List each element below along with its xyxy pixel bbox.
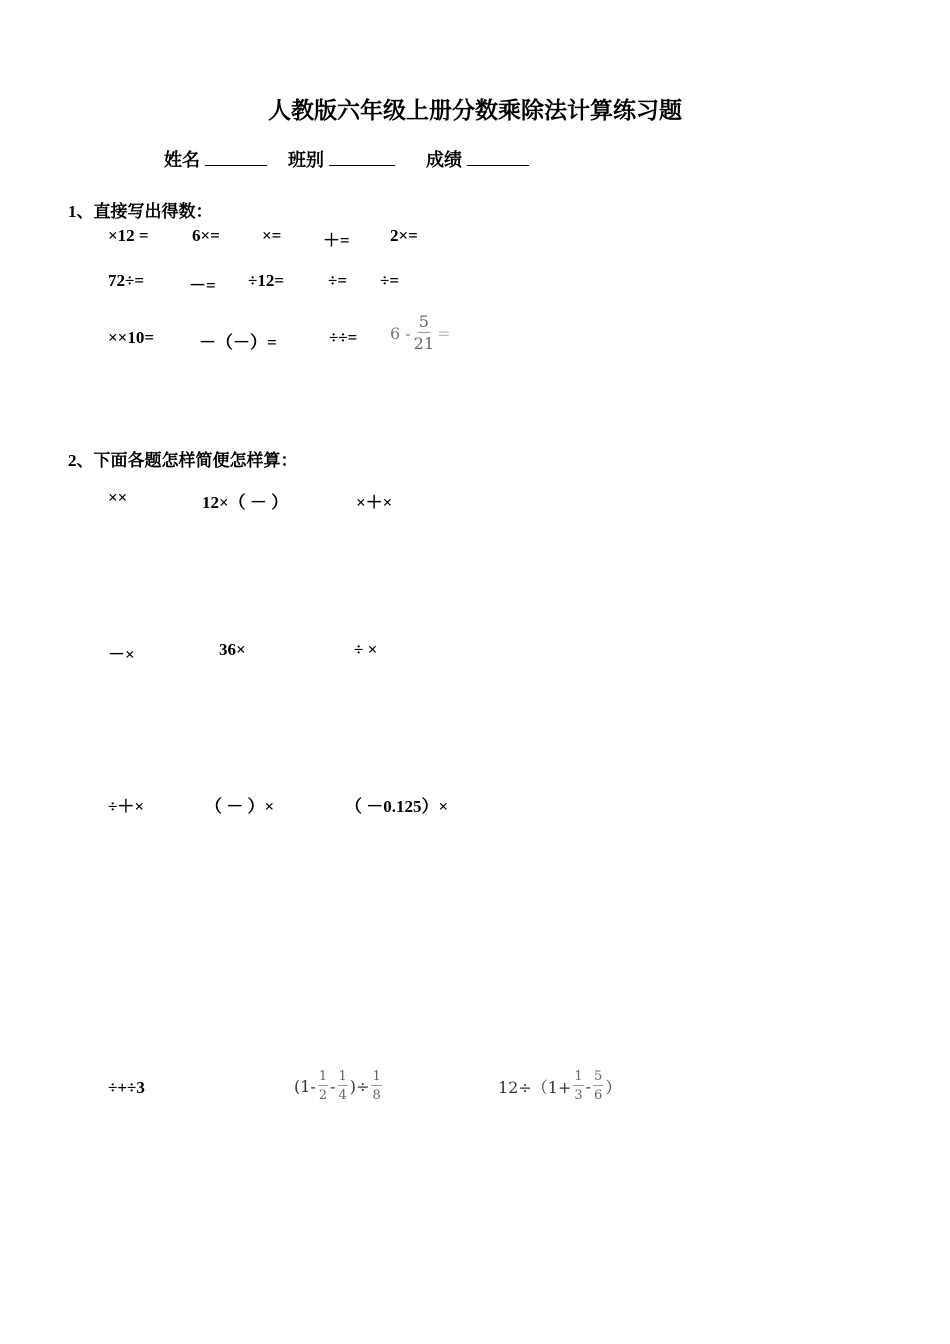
s1-r1-item: 6×=: [192, 226, 220, 245]
page-title: 人教版六年级上册分数乘除法计算练习题: [268, 98, 682, 123]
fraction-numerator: 1: [318, 1069, 328, 1084]
fraction-numerator: 1: [372, 1069, 381, 1084]
fraction: [318, 1070, 328, 1102]
expr-minus: -: [585, 1076, 592, 1096]
fraction-equals: =: [437, 323, 451, 343]
fraction: [338, 1070, 348, 1102]
fraction: [593, 1070, 603, 1102]
fraction-denominator: 4: [338, 1088, 347, 1103]
fraction-denominator: 6: [594, 1088, 603, 1103]
fraction-prefix: 6 -: [390, 323, 411, 343]
fraction: [371, 1070, 381, 1102]
s1-r3-item: ÷÷=: [329, 328, 358, 347]
fraction: [573, 1070, 583, 1102]
score-blank[interactable]: [467, 149, 529, 166]
expr-close: ）: [605, 1077, 622, 1097]
section2-heading: 2、下面各题怎样简便怎样算：: [68, 451, 298, 470]
class-label: 班别: [288, 150, 324, 170]
fraction-numerator: 5: [418, 312, 429, 331]
fraction-numerator: 1: [574, 1069, 583, 1084]
score-field: [426, 146, 529, 172]
fraction-denominator: 8: [372, 1088, 381, 1103]
s1-r3-fraction-item: [390, 314, 450, 352]
s1-r2-item: ÷=: [328, 271, 348, 290]
s1-r1-item: 2×=: [390, 226, 418, 245]
s1-r2-item: ÷12=: [248, 271, 285, 290]
expr-close: )÷: [349, 1076, 370, 1096]
s2-r4-expression-3: [498, 1070, 621, 1102]
s1-r2-item: －=: [189, 276, 216, 295]
expr-minus: -: [330, 1076, 336, 1096]
expr-open: (1-: [294, 1076, 316, 1096]
s2-r3-item: （ － ）×: [205, 797, 275, 816]
s2-r2-item: ÷ ×: [354, 640, 378, 659]
expr-prefix: 12÷（1+: [498, 1077, 572, 1097]
fraction: [414, 314, 434, 352]
fraction-denominator: 2: [318, 1088, 328, 1103]
s2-r1-item: ×＋×: [356, 493, 393, 512]
fraction-numerator: 1: [338, 1069, 347, 1084]
section1-heading: 1、直接写出得数：: [68, 202, 213, 221]
s1-r1-item: ×=: [262, 226, 282, 245]
score-label: 成绩: [426, 150, 462, 170]
s1-r1-item: ＋=: [323, 231, 350, 250]
fraction-denominator: 3: [574, 1088, 583, 1103]
class-blank[interactable]: [329, 149, 395, 166]
s1-r1-item: ×12 =: [108, 226, 149, 245]
fraction-numerator: 5: [594, 1069, 603, 1084]
class-field: [288, 146, 395, 172]
s1-r2-item: ÷=: [380, 271, 400, 290]
name-label: 姓名: [164, 150, 200, 170]
s2-r3-item: ÷＋×: [108, 797, 145, 816]
s2-r3-item: （ －0.125）×: [345, 797, 449, 816]
s2-r2-item: 36×: [219, 640, 246, 659]
s1-r2-item: 72÷=: [108, 271, 145, 290]
s2-r2-item: －×: [108, 645, 135, 664]
fraction-denominator: 21: [413, 334, 435, 353]
s1-r3-item: －（－）=: [199, 333, 277, 352]
name-field: [164, 146, 267, 172]
s2-r1-item: 12×（ － ）: [202, 493, 289, 512]
s2-r4-item: ÷+÷3: [108, 1078, 145, 1097]
s2-r1-item: ××: [108, 488, 128, 507]
s1-r3-item: ××10=: [108, 328, 155, 347]
s2-r4-expression-2: [294, 1070, 384, 1102]
name-blank[interactable]: [205, 149, 267, 166]
